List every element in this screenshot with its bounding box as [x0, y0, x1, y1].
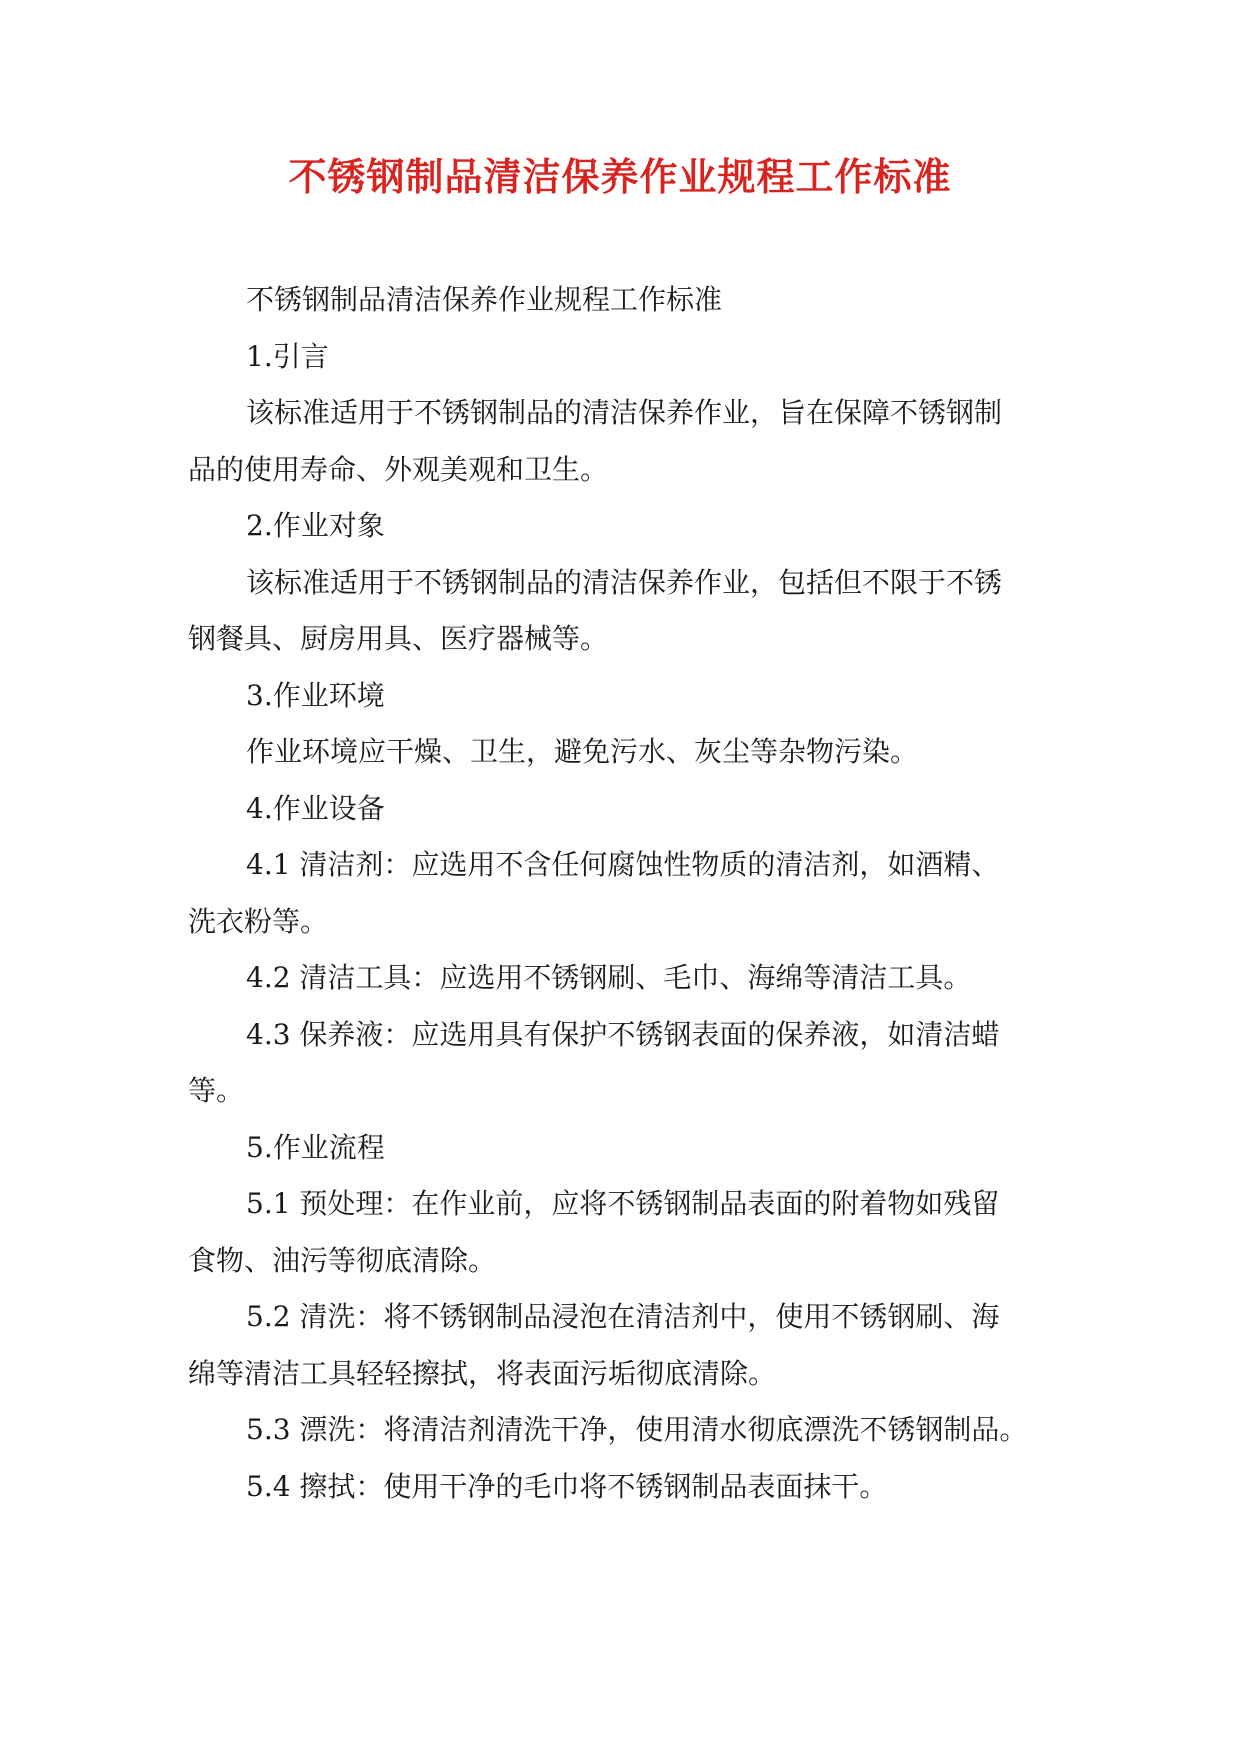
paragraph-line: 作业环境应干燥、卫生，避免污水、灰尘等杂物污染。 [246, 735, 919, 768]
paragraph-line: 4.作业设备 [246, 791, 385, 825]
paragraph-line: 4.2 清洁工具：应选用不锈钢刷、毛巾、海绵等清洁工具。 [246, 961, 972, 994]
paragraph [188, 555, 1068, 668]
document-body [188, 272, 1068, 1515]
paragraph [188, 950, 1068, 1007]
paragraph-line: 5.2 清洗：将不锈钢制品浸泡在清洁剂中，使用不锈钢刷、海 [246, 1300, 1000, 1333]
paragraph-line: 2.作业对象 [246, 509, 385, 542]
paragraph [188, 1289, 1068, 1402]
paragraph-line: 1.引言 [246, 339, 329, 373]
paragraph-line: 4.3 保养液：应选用具有保护不锈钢表面的保养液，如清洁蜡 [246, 1017, 1000, 1051]
paragraph [188, 272, 1068, 329]
document-title: 不锈钢制品清洁保养作业规程工作标准 [288, 154, 952, 199]
paragraph-line: 品的使用寿命、外观美观和卫生。 [188, 452, 609, 486]
paragraph-line: 5.作业流程 [246, 1130, 385, 1164]
paragraph [188, 1402, 1068, 1459]
paragraph [188, 498, 1068, 555]
paragraph-line: 5.3 漂洗：将清洁剂清洗干净，使用清水彻底漂洗不锈钢制品。 [246, 1413, 1028, 1446]
paragraph [188, 1007, 1068, 1120]
paragraph [188, 724, 1068, 781]
paragraph-line: 食物、油污等彻底清除。 [188, 1243, 497, 1277]
paragraph [188, 837, 1068, 950]
paragraph-line: 钢餐具、厨房用具、医疗器械等。 [188, 622, 609, 655]
paragraph-line: 5.4 擦拭：使用干净的毛巾将不锈钢制品表面抹干。 [246, 1469, 888, 1503]
paragraph-line: 该标准适用于不锈钢制品的清洁保养作业，包括但不限于不锈 [246, 565, 1003, 599]
paragraph [188, 668, 1068, 725]
paragraph-line: 绵等清洁工具轻轻擦拭，将表面污垢彻底清除。 [188, 1356, 777, 1390]
paragraph [188, 781, 1068, 838]
paragraph [188, 1176, 1068, 1289]
paragraph-line: 3.作业环境 [246, 678, 385, 712]
paragraph-line: 洗衣粉等。 [188, 904, 329, 938]
paragraph-line: 等。 [188, 1074, 245, 1107]
paragraph [188, 329, 1068, 386]
paragraph-line: 不锈钢制品清洁保养作业规程工作标准 [246, 283, 723, 316]
paragraph [188, 1459, 1068, 1516]
paragraph [188, 385, 1068, 498]
paragraph-line: 4.1 清洁剂：应选用不含任何腐蚀性物质的清洁剂，如酒精、 [246, 848, 1000, 881]
paragraph-line: 5.1 预处理：在作业前，应将不锈钢制品表面的附着物如残留 [246, 1187, 1000, 1220]
paragraph [188, 1120, 1068, 1177]
paragraph-line: 该标准适用于不锈钢制品的清洁保养作业，旨在保障不锈钢制 [246, 396, 1003, 429]
